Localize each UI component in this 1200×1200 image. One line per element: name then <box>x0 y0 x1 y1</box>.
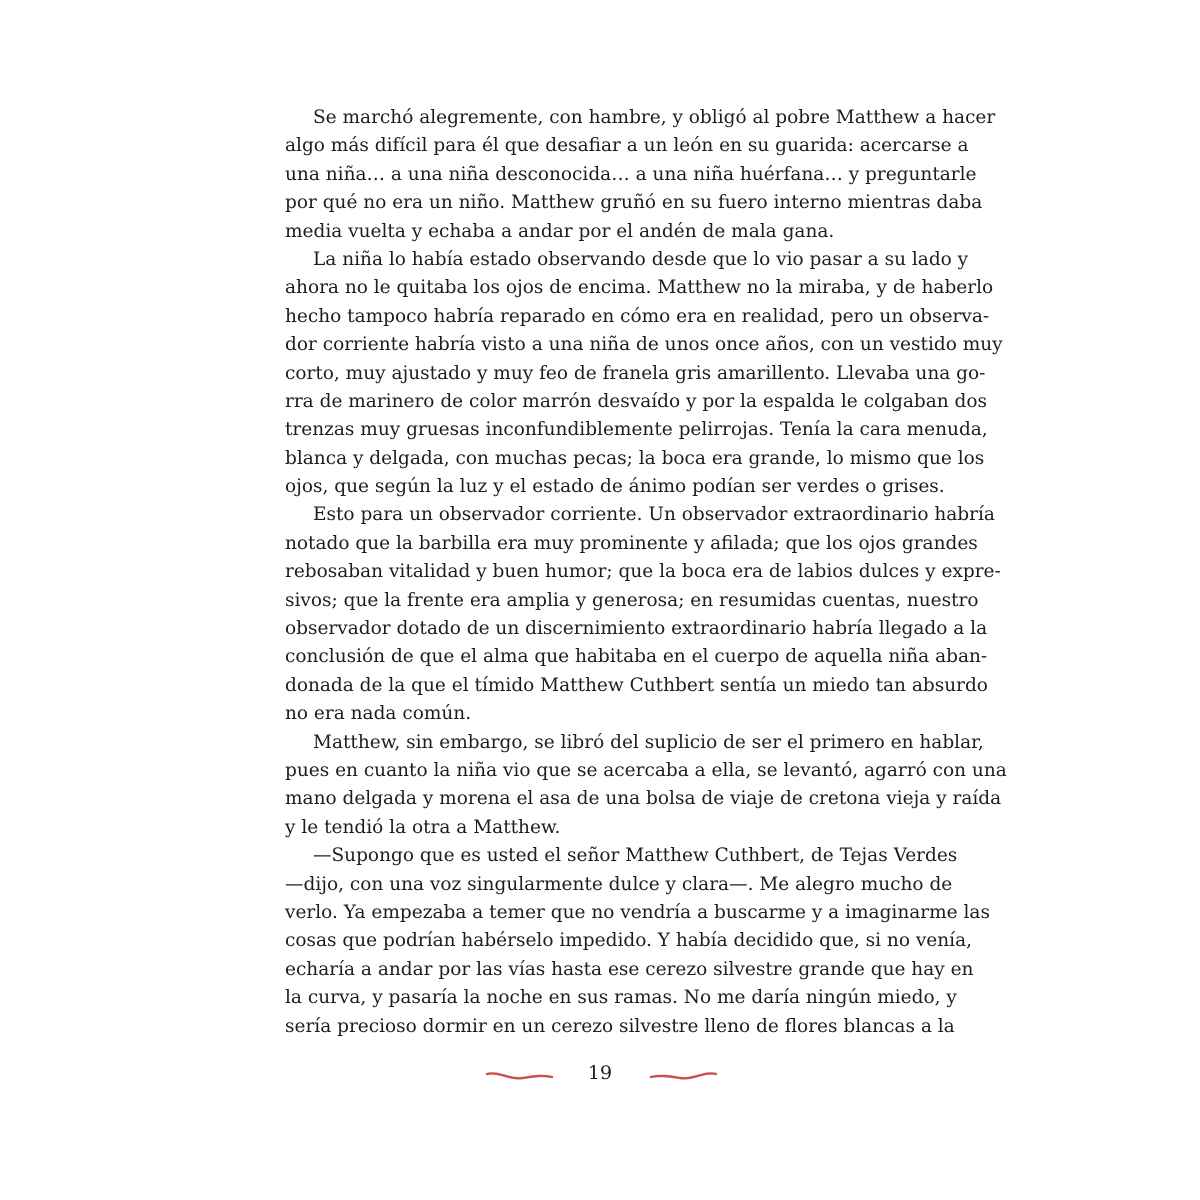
text-line: blanca y delgada, con muchas pecas; la boca era grande, lo mismo que los <box>285 447 985 469</box>
text-line: y le tendió la otra a Matthew. <box>285 816 561 838</box>
text-line: pues en cuanto la niña vio que se acercaba a ella, se levantó, agarró con una <box>285 759 1007 781</box>
body-text <box>285 104 1007 1041</box>
text-line: donada de la que el tímido Matthew Cuthbert sentía un miedo tan absurdo <box>285 674 988 696</box>
text-line: sería precioso dormir en un cerezo silvestre lleno de flores blancas a la <box>285 1015 955 1037</box>
text-line: notado que la barbilla era muy prominente y afilada; que los ojos grandes <box>285 532 978 554</box>
text-line: conclusión de que el alma que habitaba en el cuerpo de aquella niña aban- <box>285 646 988 668</box>
text-line: dor corriente habría visto a una niña de unos once años, con un vestido muy <box>285 334 1003 356</box>
page-footer <box>0 1058 1200 1094</box>
text-line: rra de marinero de color marrón desvaído y por la espalda le colgaban dos <box>285 390 988 412</box>
text-line: ojos, que según la luz y el estado de ánimo podían ser verdes o grises. <box>285 476 945 498</box>
text-line: la curva, y pasaría la noche en sus ramas. No me daría ningún miedo, y <box>285 987 957 1009</box>
text-line: echaría a andar por las vías hasta ese cerezo silvestre grande que hay en <box>285 958 974 980</box>
text-line: media vuelta y echaba a andar por el andén de mala gana. <box>285 220 835 242</box>
text-line: —dijo, con una voz singularmente dulce y clara—. Me alegro mucho de <box>285 873 953 895</box>
text-line: Esto para un observador corriente. Un observador extraordinario habría <box>313 504 995 526</box>
text-line: ahora no le quitaba los ojos de encima. Matthew no la miraba, y de haberlo <box>285 277 994 299</box>
text-line: La niña lo había estado observando desde que lo vio pasar a su lado y <box>313 248 969 270</box>
text-line: sivos; que la frente era amplia y generosa; en resumidas cuentas, nuestro <box>285 589 979 611</box>
text-line: una niña… a una niña desconocida… a una niña huérfana… y preguntarle <box>285 163 977 185</box>
text-line: mano delgada y morena el asa de una bolsa de viaje de cretona vieja y raída <box>285 788 1002 810</box>
text-line: corto, muy ajustado y muy feo de franela gris amarillento. Llevaba una go- <box>285 362 986 384</box>
text-line: trenzas muy gruesas inconfundiblemente pelirrojas. Tenía la cara menuda, <box>285 419 988 441</box>
left-flourish-ornament <box>485 1068 555 1082</box>
text-line: Matthew, sin embargo, se libró del suplicio de ser el primero en hablar, <box>313 731 984 753</box>
text-line: cosas que podrían habérselo impedido. Y había decidido que, si no venía, <box>285 930 973 952</box>
text-line: Se marchó alegremente, con hambre, y obligó al pobre Matthew a hacer <box>313 107 996 128</box>
text-line: no era nada común. <box>285 703 472 725</box>
text-line: por qué no era un niño. Matthew gruñó en su fuero interno mientras daba <box>285 192 983 214</box>
text-line: observador dotado de un discernimiento extraordinario habría llegado a la <box>285 618 988 640</box>
text-line: algo más difícil para él que desafiar a un león en su guarida: acercarse a <box>285 135 969 157</box>
text-line: rebosaban vitalidad y buen humor; que la boca era de labios dulces y expre- <box>285 561 1001 583</box>
text-line: verlo. Ya empezaba a temer que no vendría a buscarme y a imaginarme las <box>285 901 990 923</box>
text-line: —Supongo que es usted el señor Matthew Cuthbert, de Tejas Verdes <box>313 845 958 867</box>
text-line: hecho tampoco habría reparado en cómo era en realidad, pero un observa- <box>285 305 990 327</box>
right-flourish-ornament <box>648 1068 718 1082</box>
page-number: 19 <box>587 1062 613 1084</box>
